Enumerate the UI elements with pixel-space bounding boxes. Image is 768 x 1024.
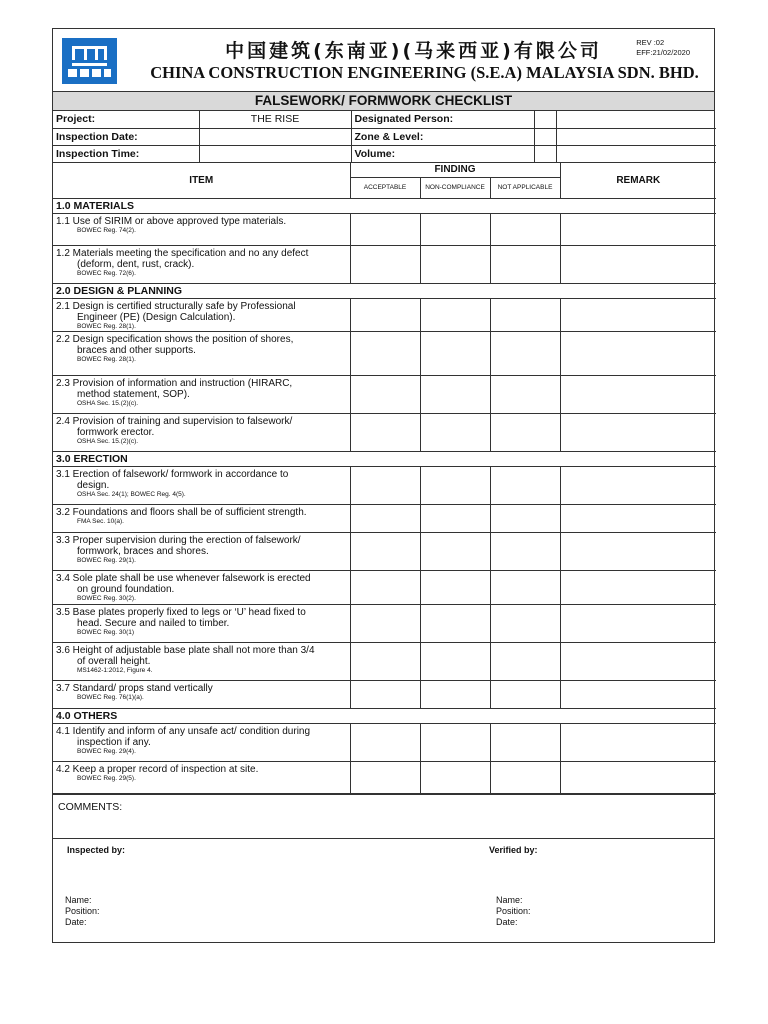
non-compliance-cell[interactable] [420,246,490,284]
regulation-reference: BOWEC Reg. 28(1). [77,323,136,330]
project-info-table [53,111,716,163]
regulation-reference: FMA Sec. 10(a). [77,518,124,525]
designated-person-extra[interactable] [556,111,716,128]
not-applicable-cell[interactable] [490,332,560,376]
checklist-item-row [53,571,716,605]
remark-cell[interactable] [560,414,716,452]
regulation-reference: BOWEC Reg. 28(1). [77,356,136,363]
checklist-item-row [53,505,716,533]
section-row [53,452,716,467]
item-description: 3.2 Foundations and floors shall be of sufficient strength. [56,507,307,518]
form-title: FALSEWORK/ FORMWORK CHECKLIST [53,92,714,111]
checklist-item-row [53,376,716,414]
inspection-time-label: Inspection Time: [53,145,199,162]
item-description-continued: braces and other supports. [77,345,196,356]
non-compliance-cell[interactable] [420,505,490,533]
item-description: 2.4 Provision of training and supervision to falsework/ [56,416,293,427]
remark-cell[interactable] [560,376,716,414]
acceptable-header: ACCEPTABLE [350,178,420,199]
verifier-fields [496,895,531,928]
non-compliance-cell[interactable] [420,467,490,505]
non-compliance-cell[interactable] [420,332,490,376]
inspection-date-value[interactable] [199,128,351,145]
checklist-item-row [53,533,716,571]
finding-column-header: FINDING [350,163,560,178]
remark-cell[interactable] [560,571,716,605]
item-description-continued: of overall height. [77,656,151,667]
volume-label: Volume: [351,145,534,162]
checklist-item-text [53,533,350,571]
item-description-continued: method statement, SOP). [77,389,190,400]
section-title: 2.0 DESIGN & PLANNING [53,284,716,299]
not-applicable-cell[interactable] [490,643,560,681]
remark-cell[interactable] [560,681,716,709]
remark-cell[interactable] [560,332,716,376]
item-description: 3.1 Erection of falsework/ formwork in accordance to [56,469,289,480]
checklist-item-row [53,605,716,643]
checklist-item-row [53,643,716,681]
not-applicable-cell[interactable] [490,605,560,643]
verifier-date-label[interactable]: Date: [496,917,518,927]
item-column-header: ITEM [53,163,350,199]
checklist-item-row [53,414,716,452]
project-label: Project: [53,111,199,128]
non-compliance-cell[interactable] [420,605,490,643]
checklist-item-text [53,376,350,414]
regulation-reference: BOWEC Reg. 29(5). [77,775,136,782]
revision-number: REV :02 [636,38,665,47]
item-description: 2.1 Design is certified structurally safe by Professional [56,301,296,312]
non-compliance-cell[interactable] [420,376,490,414]
zone-level-label: Zone & Level: [351,128,534,145]
checklist-item-text [53,605,350,643]
checklist-item-text [53,214,350,246]
not-applicable-cell[interactable] [490,376,560,414]
non-compliance-cell[interactable] [420,681,490,709]
not-applicable-cell[interactable] [490,571,560,605]
section-row [53,284,716,299]
item-description: 3.4 Sole plate shall be use whenever falsework is erected [56,573,311,584]
acceptable-cell[interactable] [350,376,420,414]
inspector-date-label[interactable]: Date: [65,917,87,927]
acceptable-cell[interactable] [350,467,420,505]
item-description-continued: design. [77,480,110,491]
project-value[interactable]: THE RISE [199,111,351,128]
not-applicable-cell[interactable] [490,246,560,284]
volume-value[interactable] [534,145,556,162]
acceptable-cell[interactable] [350,681,420,709]
inspected-by-label: Inspected by: [67,845,126,855]
non-compliance-cell[interactable] [420,571,490,605]
effective-date: EFF:21/02/2020 [636,48,690,57]
item-description-continued: formwork, braces and shores. [77,546,209,557]
regulation-reference: BOWEC Reg. 30(1) [77,629,135,636]
not-applicable-cell[interactable] [490,724,560,762]
non-compliance-cell[interactable] [420,762,490,794]
section-row [53,709,716,724]
not-applicable-header: NOT APPLICABLE [490,178,560,199]
revision-info [636,38,690,58]
verifier-name-label[interactable]: Name: [496,895,523,905]
regulation-reference: BOWEC Reg. 72(6). [77,270,136,277]
item-description: 3.7 Standard/ props stand vertically [56,683,213,694]
checklist-item-row [53,214,716,246]
not-applicable-cell[interactable] [490,414,560,452]
item-description: 3.5 Base plates properly fixed to legs or ‘U’ head fixed to [56,607,306,618]
item-description: 1.1 Use of SIRIM or above approved type materials. [56,216,287,227]
regulation-reference: OSHA Sec. 15.(2)(c). [77,400,139,407]
signature-block [53,838,714,942]
item-description: 2.3 Provision of information and instruction (HIRARC, [56,378,293,389]
regulation-reference: BOWEC Reg. 29(4). [77,748,136,755]
not-applicable-cell[interactable] [490,505,560,533]
acceptable-cell[interactable] [350,762,420,794]
checklist-item-text [53,414,350,452]
regulation-reference: OSHA Sec. 15.(2)(c). [77,438,139,445]
acceptable-cell[interactable] [350,332,420,376]
regulation-reference: MS1462-1:2012, Figure 4. [77,667,153,674]
item-description-continued: on ground foundation. [77,584,175,595]
item-description: 4.2 Keep a proper record of inspection at site. [56,764,259,775]
checklist-item-text [53,681,350,709]
acceptable-cell[interactable] [350,643,420,681]
section-title: 4.0 OTHERS [53,709,716,724]
item-description-continued: (deform, dent, rust, crack). [77,259,195,270]
remark-cell[interactable] [560,724,716,762]
inspector-fields [65,895,100,928]
volume-extra[interactable] [556,145,716,162]
zone-level-value[interactable] [534,128,556,145]
not-applicable-cell[interactable] [490,681,560,709]
comments-box[interactable] [53,794,714,838]
checklist-item-text [53,571,350,605]
acceptable-cell[interactable] [350,246,420,284]
item-description: 3.6 Height of adjustable base plate shall not more than 3/4 [56,645,315,656]
checklist-item-text [53,724,350,762]
checklist-item-text [53,467,350,505]
checklist-table [53,163,716,795]
inspector-position-label[interactable]: Position: [65,906,100,916]
checklist-item-text [53,762,350,794]
regulation-reference: BOWEC Reg. 30(2). [77,595,136,602]
not-applicable-cell[interactable] [490,467,560,505]
remark-cell[interactable] [560,214,716,246]
inspector-name-label[interactable]: Name: [65,895,92,905]
item-description: 3.3 Proper supervision during the erection of falsework/ [56,535,301,546]
checklist-item-row [53,467,716,505]
non-compliance-cell[interactable] [420,299,490,332]
checklist-item-row [53,299,716,332]
acceptable-cell[interactable] [350,724,420,762]
remark-cell[interactable] [560,299,716,332]
regulation-reference: BOWEC Reg. 29(1). [77,557,136,564]
checklist-sheet [52,28,715,943]
acceptable-cell[interactable] [350,505,420,533]
regulation-reference: BOWEC Reg. 74(2). [77,227,136,234]
item-description: 1.2 Materials meeting the specification and no any defect [56,248,309,259]
remark-cell[interactable] [560,533,716,571]
checklist-item-text [53,246,350,284]
designated-person-label: Designated Person: [351,111,534,128]
item-description-continued: inspection if any. [77,737,151,748]
remark-cell[interactable] [560,467,716,505]
remark-cell[interactable] [560,762,716,794]
checklist-item-row [53,724,716,762]
column-header-row [53,163,716,178]
acceptable-cell[interactable] [350,299,420,332]
acceptable-cell[interactable] [350,214,420,246]
acceptable-cell[interactable] [350,414,420,452]
verified-by-label: Verified by: [489,845,538,855]
not-applicable-cell[interactable] [490,214,560,246]
non-compliance-cell[interactable] [420,643,490,681]
item-description-continued: Engineer (PE) (Design Calculation). [77,312,236,323]
header [53,29,714,92]
checklist-item-row [53,762,716,794]
non-compliance-header: NON-COMPLIANCE [420,178,490,199]
comments-label: COMMENTS: [58,801,123,813]
acceptable-cell[interactable] [350,571,420,605]
inspection-date-label: Inspection Date: [53,128,199,145]
regulation-reference: BOWEC Reg. 76(1)(a). [77,694,144,701]
not-applicable-cell[interactable] [490,762,560,794]
item-description-continued: formwork erector. [77,427,155,438]
checklist-item-text [53,505,350,533]
not-applicable-cell[interactable] [490,299,560,332]
item-description: 4.1 Identify and inform of any unsafe act/ condition during [56,726,311,737]
section-title: 1.0 MATERIALS [53,199,716,214]
checklist-item-text [53,299,350,332]
item-description-continued: head. Secure and nailed to timber. [77,618,230,629]
section-title: 3.0 ERECTION [53,452,716,467]
designated-person-value[interactable] [534,111,556,128]
zone-level-extra[interactable] [556,128,716,145]
acceptable-cell[interactable] [350,533,420,571]
acceptable-cell[interactable] [350,605,420,643]
remark-cell[interactable] [560,605,716,643]
verifier-position-label[interactable]: Position: [496,906,531,916]
remark-cell[interactable] [560,246,716,284]
inspection-time-value[interactable] [199,145,351,162]
checklist-item-row [53,332,716,376]
non-compliance-cell[interactable] [420,414,490,452]
checklist-item-row [53,246,716,284]
remark-cell[interactable] [560,505,716,533]
checklist-item-text [53,643,350,681]
regulation-reference: OSHA Sec. 24(1); BOWEC Reg. 4(5). [77,491,186,498]
non-compliance-cell[interactable] [420,214,490,246]
not-applicable-cell[interactable] [490,533,560,571]
remark-cell[interactable] [560,643,716,681]
company-name-english: CHINA CONSTRUCTION ENGINEERING (S.E.A) MALAYSIA SDN. BHD. [150,63,699,82]
checklist-item-row [53,681,716,709]
item-description: 2.2 Design specification shows the position of shores, [56,334,294,345]
non-compliance-cell[interactable] [420,533,490,571]
checklist-item-text [53,332,350,376]
company-name-chinese: 中国建筑(东南亚)(马来西亚)有限公司 [225,40,602,62]
non-compliance-cell[interactable] [420,724,490,762]
section-row [53,199,716,214]
remark-column-header: REMARK [560,163,716,199]
